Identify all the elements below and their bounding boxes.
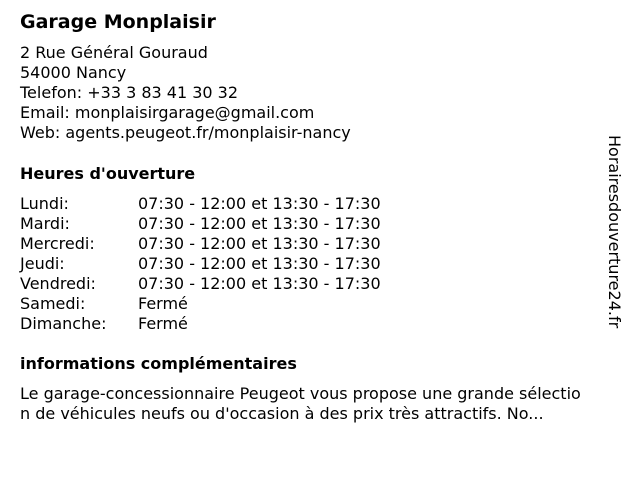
day-hours: Fermé [138,294,188,313]
hours-row-jeudi [20,254,440,274]
day-label: Vendredi: [20,274,96,293]
day-hours: 07:30 - 12:00 et 13:30 - 17:30 [138,194,381,213]
day-hours: 07:30 - 12:00 et 13:30 - 17:30 [138,214,381,233]
day-label: Dimanche: [20,314,107,333]
website-address: Web: agents.peugeot.fr/monplaisir-nancy [20,123,351,142]
opening-hours-heading: Heures d'ouverture [20,164,196,183]
hours-row-samedi [20,294,440,314]
contact-block [20,43,351,143]
opening-hours-list [20,194,440,334]
phone-number: Telefon: +33 3 83 41 30 32 [20,83,239,102]
day-hours: 07:30 - 12:00 et 13:30 - 17:30 [138,234,381,253]
info-line-2: n de véhicules neufs ou d'occasion à des prix très attractifs. No... [20,404,544,423]
hours-row-dimanche [20,314,440,334]
address-city: 54000 Nancy [20,63,127,82]
hours-row-mardi [20,214,440,234]
day-label: Mardi: [20,214,70,233]
site-watermark: Horairesdouverture24.fr [605,135,624,329]
hours-row-mercredi [20,234,440,254]
day-hours: 07:30 - 12:00 et 13:30 - 17:30 [138,254,381,273]
day-label: Jeudi: [20,254,65,273]
day-label: Mercredi: [20,234,95,253]
additional-info-text [20,384,630,424]
address-street: 2 Rue Général Gouraud [20,43,208,62]
day-label: Lundi: [20,194,69,213]
info-line-1: Le garage-concessionnaire Peugeot vous propose une grande sélectio [20,384,581,403]
hours-row-lundi [20,194,440,214]
day-hours: Fermé [138,314,188,333]
day-label: Samedi: [20,294,86,313]
email-address: Email: monplaisirgarage@gmail.com [20,103,315,122]
business-name: Garage Monplaisir [20,11,216,33]
day-hours: 07:30 - 12:00 et 13:30 - 17:30 [138,274,381,293]
additional-info-heading: informations complémentaires [20,354,297,373]
hours-row-vendredi [20,274,440,294]
